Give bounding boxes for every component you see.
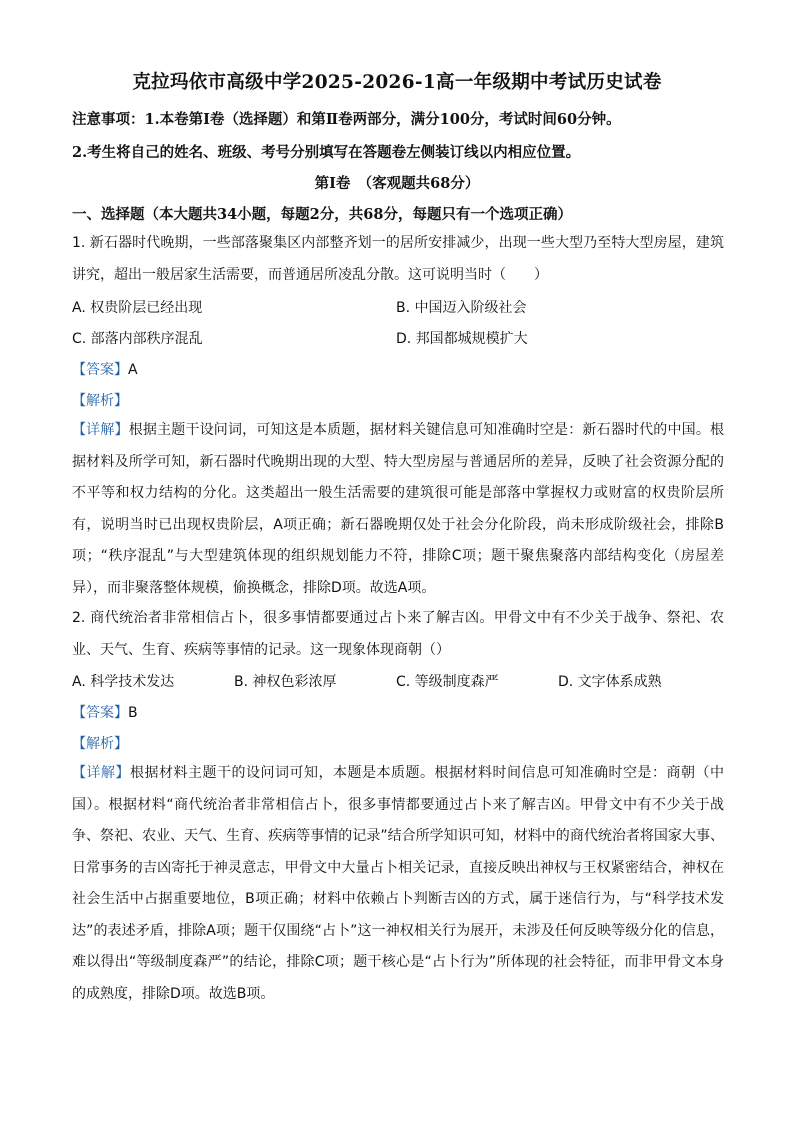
section-heading: 第Ⅰ卷 （客观题共68分） xyxy=(314,175,480,192)
detail-text: 根据材料主题干的设问词可知，本题是本质题。根据材料时间信息可知准确时空是：商朝（中国）。根据材料“商代统治者非常相信占卜，很多事情都要通过占卜来了解吉凶。甲骨文中有不少关于战争、祭祀、农业、天气、生育、疾病等事情的记录”结合所学知识可知，材料中的商代统治者将国家大事、日常事务的吉凶寄托于神灵意志，甲骨文中大量占卜相关记录，直接反映出神权与王权紧密结合，神权在社会生活中占据重要地位，B项正确；材料中依赖占卜判断吉凶的方式，属于迷信行为，与“科学技术发达”的表述矛盾，排除A项；题干仅围绕“占卜”这一神权相关行为展开，未涉及任何反映等级分化的信息，难以得出“等级制度森严”的结论，排除C项；题干核心是“占卜行为”所体现的社会特征，而非甲骨文本身的成熟度，排除D项。故选B项。 xyxy=(72,765,724,1002)
question-2-option-d: D. 文字体系成熟 xyxy=(558,674,662,690)
question-2-option-c: C. 等级制度森严 xyxy=(396,674,499,690)
detail-tag: 【详解】 xyxy=(72,765,130,781)
question-2-answer xyxy=(72,702,138,722)
question-1-detail xyxy=(72,415,724,604)
answer-tag: 【答案】 xyxy=(72,705,128,721)
part-heading: 一、选择题（本大题共34小题，每题2分，共68分，每题只有一个选项正确） xyxy=(72,206,572,223)
question-1-option-c: C. 部落内部秩序混乱 xyxy=(72,331,203,347)
detail-text: 根据主题干设问词，可知这是本质题，据材料关键信息可知准确时空是：新石器时代的中国。根据材料及所学可知，新石器时代晚期出现的大型、特大型房屋与普通居所的差异，反映了社会资源分配的不平等和权力结构的分化。这类超出一般生活需要的建筑很可能是部落中掌握权力或财富的权贵阶层所有，说明当时已出现权贵阶层，A项正确；新石器晚期仅处于社会分化阶段，尚未形成阶级社会，排除B项；“秩序混乱”与大型建筑体现的组织规划能力不符，排除C项；题干聚焦聚落内部结构变化（房屋差异），而非聚落整体规模，偷换概念，排除D项。故选A项。 xyxy=(72,422,725,596)
question-1-option-b: B. 中国迈入阶级社会 xyxy=(396,300,527,316)
question-2-detail xyxy=(72,758,724,1010)
answer-value: B xyxy=(128,705,138,721)
question-1-stem: 1. 新石器时代晚期，一些部落聚集区内部整齐划一的居所安排减少，出现一些大型乃至特大型房屋，建筑讲究，超出一般居家生活需要，而普通居所凌乱分散。这可说明当时（ ） xyxy=(72,235,724,283)
exam-title: 克拉玛依市高级中学2025-2026-1高一年级期中考试历史试卷 xyxy=(132,72,662,93)
question-2-option-a: A. 科学技术发达 xyxy=(72,674,175,690)
question-1-option-d: D. 邦国都城规模扩大 xyxy=(396,331,528,347)
notes-line-2: 2.考生将自己的姓名、班级、考号分别填写在答题卷左侧装订线以内相应位置。 xyxy=(72,144,581,161)
question-1-analysis-tag: 【解析】 xyxy=(72,393,128,409)
notes-line-1: 注意事项：1.本卷第Ⅰ卷（选择题）和第Ⅱ卷两部分，满分100分，考试时间60分钟。 xyxy=(72,111,621,128)
question-2-stem: 2. 商代统治者非常相信占卜，很多事情都要通过占卜来了解吉凶。甲骨文中有不少关于战争、祭祀、农业、天气、生育、疾病等事情的记录。这一现象体现商朝（） xyxy=(72,610,724,658)
detail-tag: 【详解】 xyxy=(72,422,129,438)
question-1-option-a: A. 权贵阶层已经出现 xyxy=(72,300,203,316)
question-2-option-b: B. 神权色彩浓厚 xyxy=(234,674,337,690)
answer-value: A xyxy=(128,362,138,378)
question-1-answer xyxy=(72,359,138,379)
question-2-analysis-tag: 【解析】 xyxy=(72,736,128,752)
answer-tag: 【答案】 xyxy=(72,362,128,378)
